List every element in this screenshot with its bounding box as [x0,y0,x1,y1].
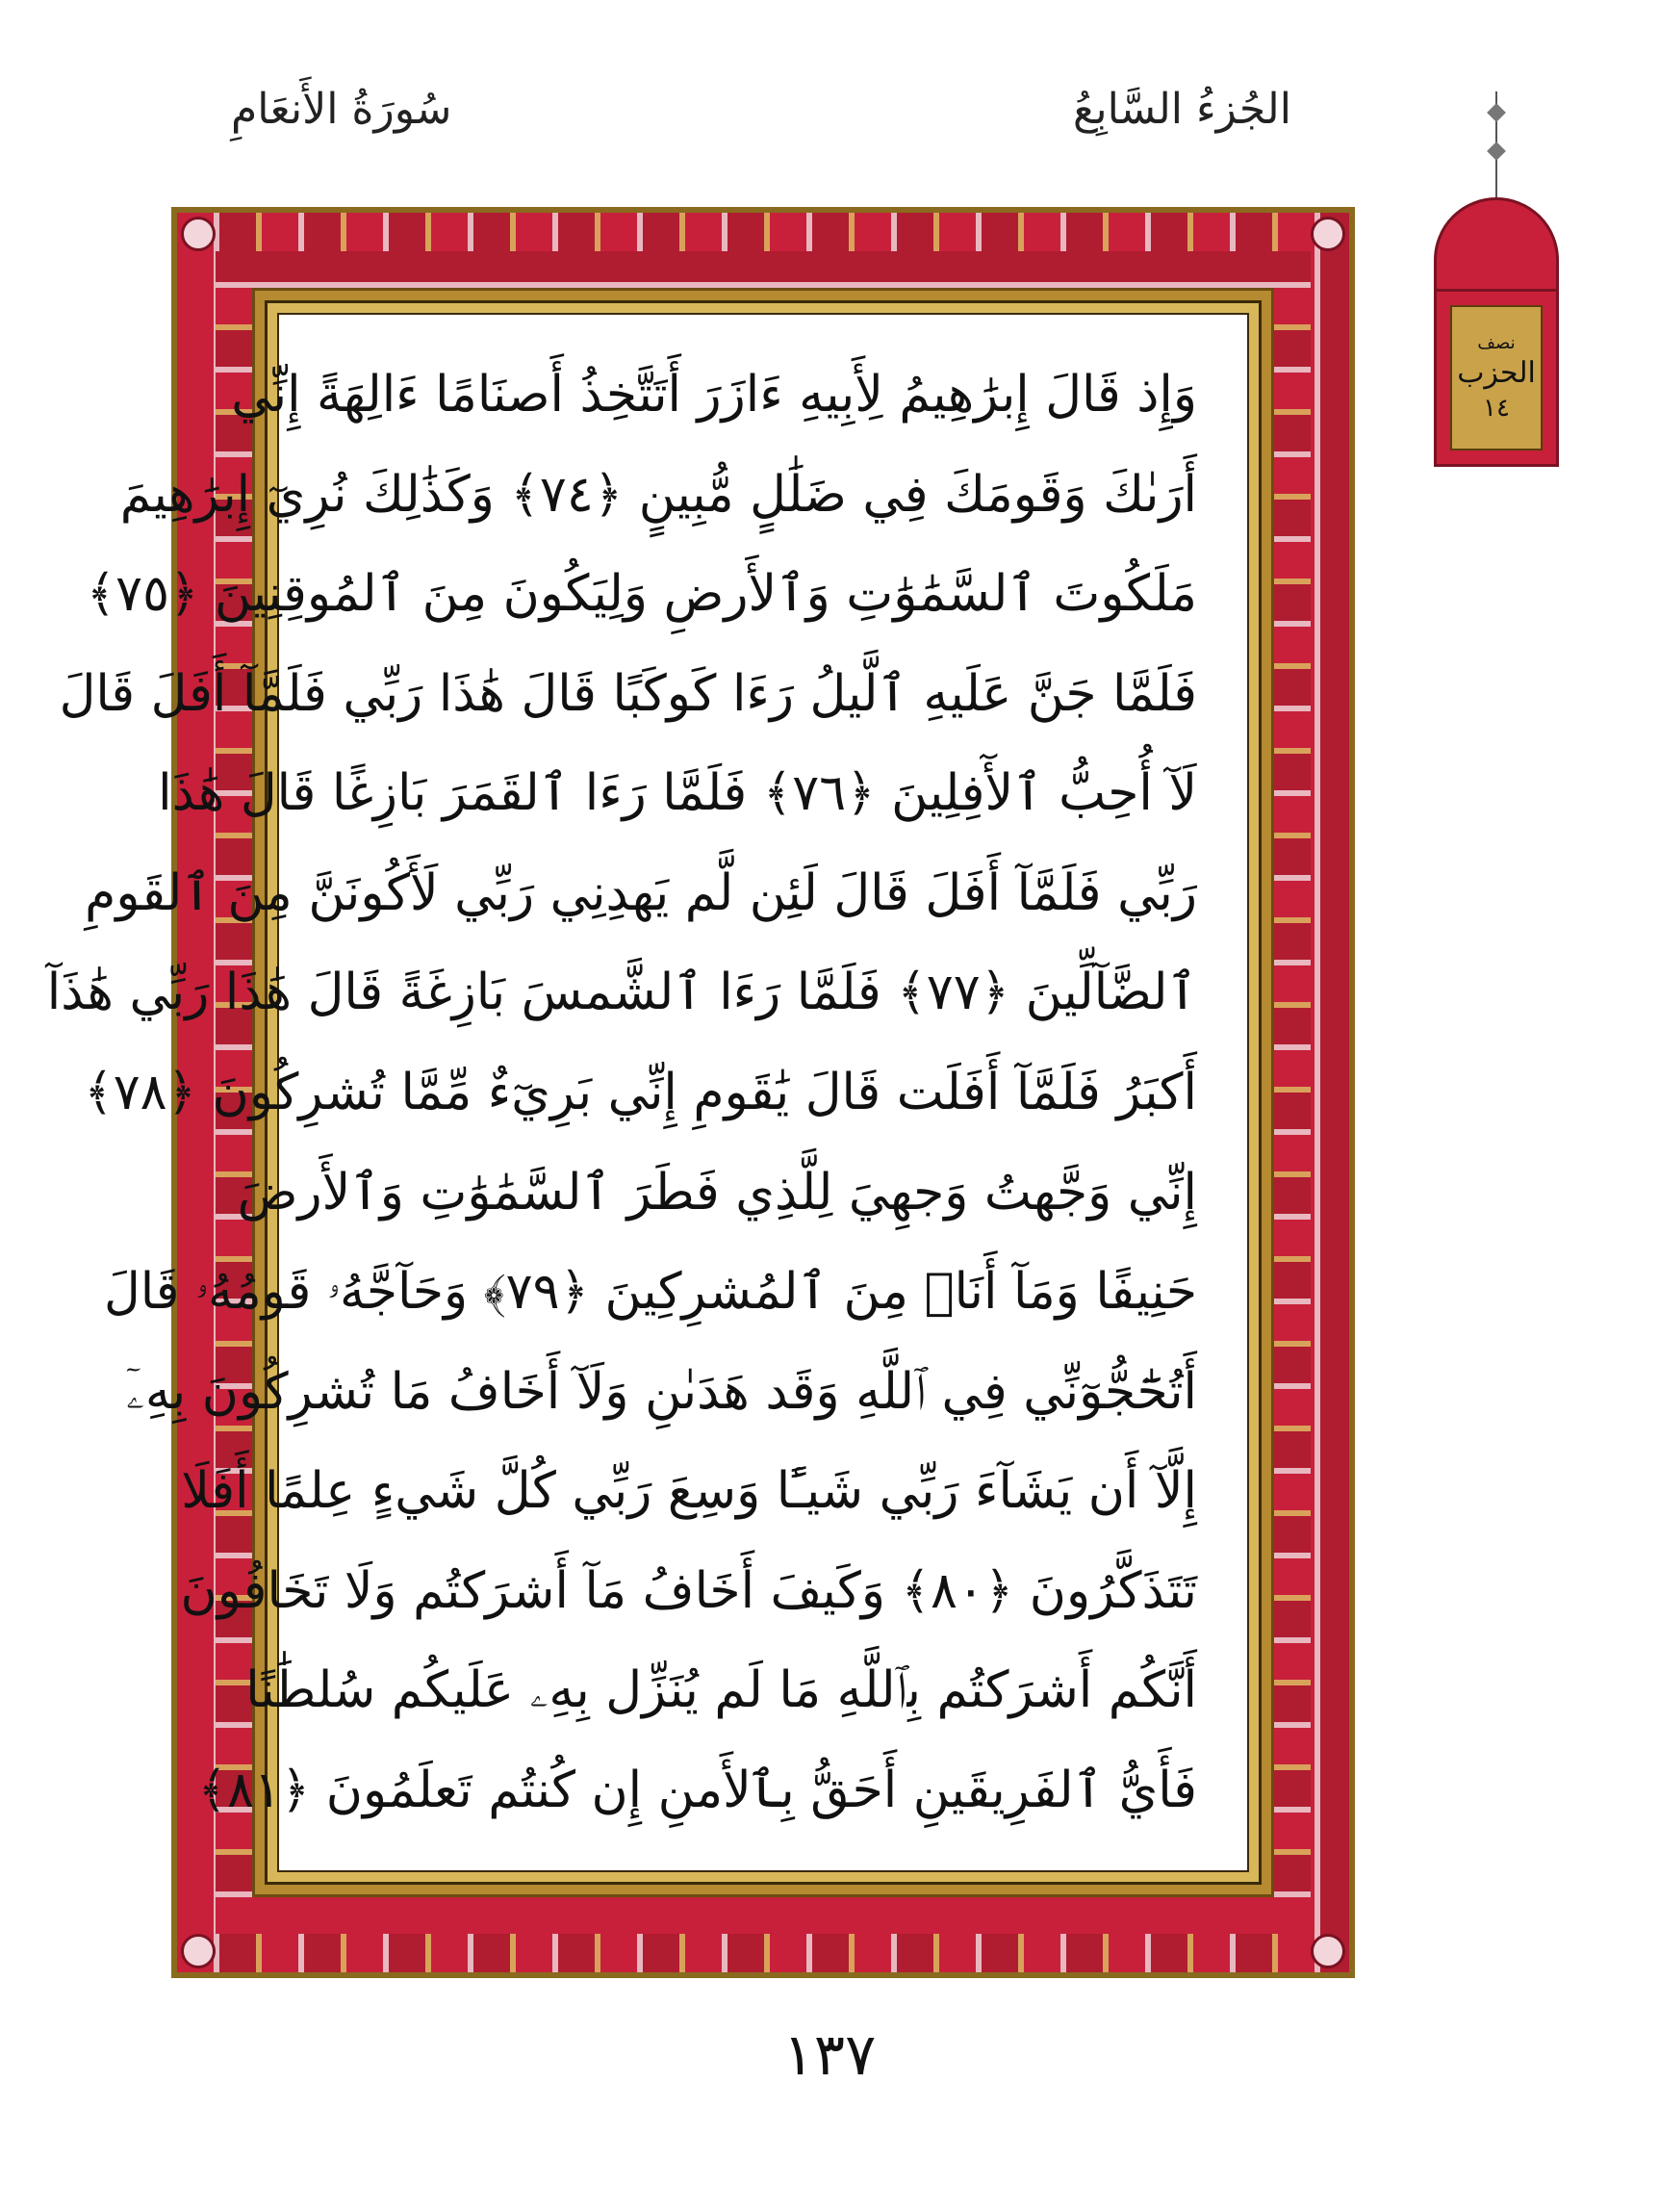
verse-line: إِلَّآ أَن يَشَآءَ رَبِّي شَيـًٔا وَسِعَ رَبِّي كُلَّ شَيءٍ عِلمًا أَفَلَا [181,1462,1197,1521]
corner-ornament-icon [181,217,216,251]
corner-ornament-icon [181,1934,216,1968]
juz-title: الجُزءُ السَّابِعُ [1073,85,1291,134]
verse-line: أَنَّكُم أَشرَكتُم بِٱللَّهِ مَا لَم يُنَزِّل بِهِۦ عَلَيكُم سُلطَٰنًا [245,1661,1197,1720]
verse-line: حَنِيفًا وَمَآ أَنَا۠ مِنَ ٱلمُشرِكِينَ ﴿٧٩﴾ وَحَآجَّهُۥ قَومُهُۥ قَالَ [103,1263,1197,1322]
ornamental-frame [46,207,1355,1978]
verse-line: وَإِذ قَالَ إِبرَٰهِيمُ لِأَبِيهِ ءَازَرَ أَتَتَّخِذُ أَصنَامًا ءَالِهَةً إِنِّي [231,366,1197,424]
marker-hizb-number: ١٤ [1483,393,1510,423]
marker-label-panel [1450,305,1543,450]
marker-star-icon [1487,141,1506,161]
frame-inner-border [46,300,1262,1885]
verse-line: أَرَىٰكَ وَقَومَكَ فِي ضَلَٰلٍ مُّبِينٍ ﴿٧٤﴾ وَكَذَٰلِكَ نُرِيٓ إِبرَٰهِيمَ [119,465,1197,524]
page-number: ١٣٧ [782,2021,877,2089]
marker-half-label: نصف [1477,332,1516,353]
verse-line: أَكبَرُ فَلَمَّآ أَفَلَت قَالَ يَٰقَومِ إِنِّي بَرِيٓءٌ مِّمَّا تُشرِكُونَ ﴿٧٨﴾ [84,1063,1197,1121]
verse-lines [46,348,1197,1837]
marker-cap [1434,197,1559,294]
verse-line: رَبِّي فَلَمَّآ أَفَلَ قَالَ لَئِن لَّم يَهدِنِي رَبِّي لَأَكُونَنَّ مِنَ ٱلقَومِ [85,863,1197,922]
text-panel [46,313,1249,1872]
verse-line: مَلَكُوتَ ٱلسَّمَٰوَٰتِ وَٱلأَرضِ وَلِيَكُونَ مِنَ ٱلمُوقِنِينَ ﴿٧٥﴾ [86,565,1197,624]
verse-line: لَآ أُحِبُّ ٱلأٓفِلِينَ ﴿٧٦﴾ فَلَمَّا رَءَا ٱلقَمَرَ بَازِغًا قَالَ هَٰذَا [158,764,1197,823]
surah-title: سُورَةُ الأَنعَامِ [231,85,452,134]
marker-hizb-label: الحزب [1457,355,1536,390]
verse-line: تَتَذَكَّرُونَ ﴿٨٠﴾ وَكَيفَ أَخَافُ مَآ أَشرَكتُم وَلَا تَخَافُونَ [180,1561,1197,1620]
corner-ornament-icon [1311,1934,1345,1968]
frame-gold-border [46,288,1274,1897]
verse-line: أَتُحَٰٓجُّوٓنِّي فِي ٱللَّهِ وَقَد هَدَىٰنِ وَلَآ أَخَافُ مَا تُشرِكُونَ بِهِۦٓ [126,1362,1197,1421]
marker-body [1434,289,1559,467]
corner-ornament-icon [1311,217,1345,251]
verse-line: فَلَمَّا جَنَّ عَلَيهِ ٱلَّيلُ رَءَا كَوكَبًا قَالَ هَٰذَا رَبِّي فَلَمَّآ أَفَلَ قَالَ [59,664,1197,723]
verse-line: إِنِّي وَجَّهتُ وَجهِيَ لِلَّذِي فَطَرَ ٱلسَّمَٰوَٰتِ وَٱلأَرضَ [237,1163,1197,1222]
verse-line: فَأَيُّ ٱلفَرِيقَينِ أَحَقُّ بِٱلأَمنِ إِن كُنتُم تَعلَمُونَ ﴿٨١﴾ [197,1761,1197,1819]
marker-star-icon [1487,103,1506,122]
hizb-marker [1434,197,1559,467]
verse-line: ٱلضَّآلِّينَ ﴿٧٧﴾ فَلَمَّا رَءَا ٱلشَّمسَ بَازِغَةً قَالَ هَٰذَا رَبِّي هَٰذَآ [46,964,1197,1022]
